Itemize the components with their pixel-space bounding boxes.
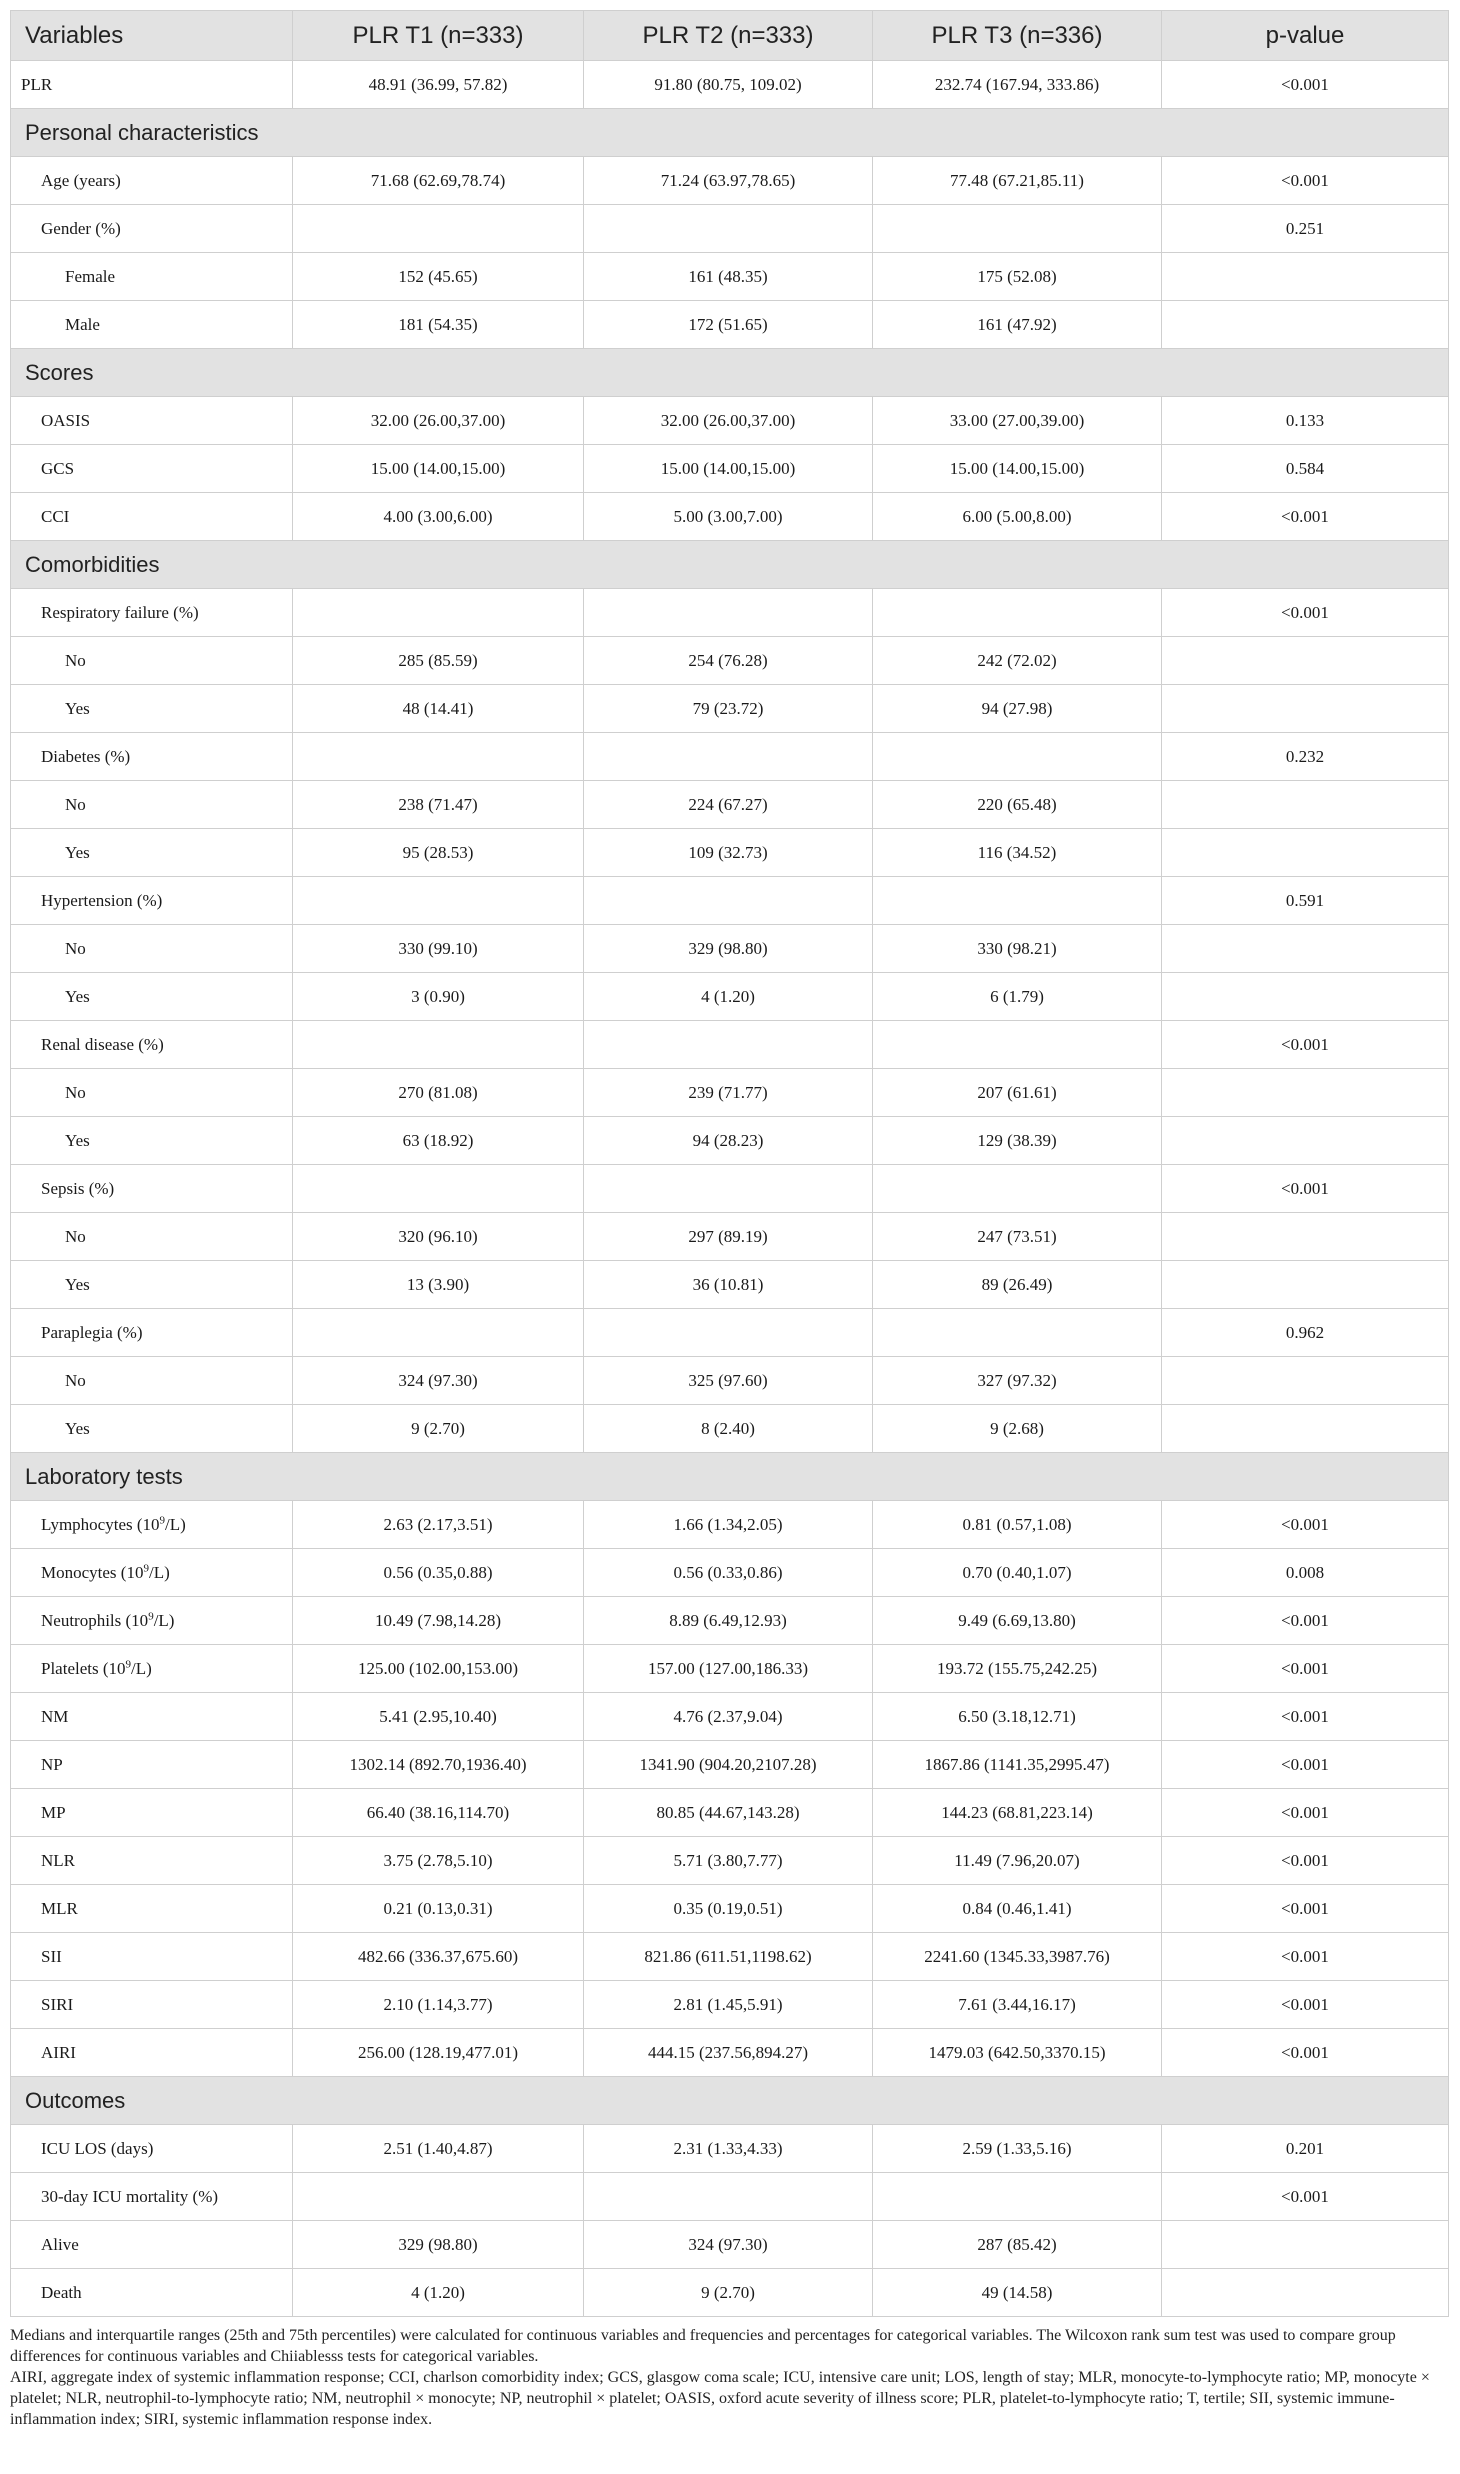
t2-value bbox=[584, 2173, 873, 2221]
table-row bbox=[11, 1021, 1449, 1069]
header-variables: Variables bbox=[11, 11, 293, 61]
variable-label: ICU LOS (days) bbox=[11, 2125, 293, 2173]
table-row bbox=[11, 1693, 1449, 1741]
t3-value: 15.00 (14.00,15.00) bbox=[873, 445, 1162, 493]
p-value: <0.001 bbox=[1162, 1981, 1449, 2029]
variable-label: Alive bbox=[11, 2221, 293, 2269]
variable-label: Paraplegia (%) bbox=[11, 1309, 293, 1357]
table-footnotes bbox=[10, 2325, 1448, 2430]
t2-value: 329 (98.80) bbox=[584, 925, 873, 973]
variable-label: Yes bbox=[11, 829, 293, 877]
table-body bbox=[11, 61, 1449, 2317]
p-value: <0.001 bbox=[1162, 157, 1449, 205]
t2-value bbox=[584, 733, 873, 781]
t3-value: 0.70 (0.40,1.07) bbox=[873, 1549, 1162, 1597]
t3-value: 193.72 (155.75,242.25) bbox=[873, 1645, 1162, 1693]
table-row bbox=[11, 1501, 1449, 1549]
variable-label-text: Platelets (10 bbox=[41, 1658, 126, 1678]
t2-value: 324 (97.30) bbox=[584, 2221, 873, 2269]
t2-value: 1.66 (1.34,2.05) bbox=[584, 1501, 873, 1549]
table-row bbox=[11, 1549, 1449, 1597]
section-title: Scores bbox=[11, 349, 1449, 397]
t1-value: 125.00 (102.00,153.00) bbox=[293, 1645, 584, 1693]
variable-label-superscript: 9 bbox=[148, 1609, 154, 1622]
variable-label-text: Neutrophils (10 bbox=[41, 1610, 149, 1630]
variable-label-unit: /L) bbox=[153, 1610, 175, 1630]
t2-value: 5.71 (3.80,7.77) bbox=[584, 1837, 873, 1885]
p-value: <0.001 bbox=[1162, 1693, 1449, 1741]
variable-label: Yes bbox=[11, 973, 293, 1021]
t1-value: 71.68 (62.69,78.74) bbox=[293, 157, 584, 205]
t1-value: 4 (1.20) bbox=[293, 2269, 584, 2317]
t1-value: 152 (45.65) bbox=[293, 253, 584, 301]
p-value: <0.001 bbox=[1162, 1933, 1449, 1981]
section-row bbox=[11, 541, 1449, 589]
variable-label-unit: /L) bbox=[165, 1514, 186, 1534]
table-row bbox=[11, 1981, 1449, 2029]
variable-label: NP bbox=[11, 1741, 293, 1789]
p-value: <0.001 bbox=[1162, 1021, 1449, 1069]
t3-value: 220 (65.48) bbox=[873, 781, 1162, 829]
t2-value: 109 (32.73) bbox=[584, 829, 873, 877]
t1-value: 2.63 (2.17,3.51) bbox=[293, 1501, 584, 1549]
table-row bbox=[11, 637, 1449, 685]
t3-value: 247 (73.51) bbox=[873, 1213, 1162, 1261]
t3-value: 89 (26.49) bbox=[873, 1261, 1162, 1309]
t2-value: 32.00 (26.00,37.00) bbox=[584, 397, 873, 445]
table-row bbox=[11, 877, 1449, 925]
table-header bbox=[11, 11, 1449, 61]
p-value: 0.008 bbox=[1162, 1549, 1449, 1597]
t2-value: 161 (48.35) bbox=[584, 253, 873, 301]
table-row bbox=[11, 1261, 1449, 1309]
p-value: <0.001 bbox=[1162, 1741, 1449, 1789]
t1-value: 330 (99.10) bbox=[293, 925, 584, 973]
t1-value: 32.00 (26.00,37.00) bbox=[293, 397, 584, 445]
variable-label-superscript: 9 bbox=[159, 1513, 166, 1526]
t1-value: 10.49 (7.98,14.28) bbox=[293, 1597, 584, 1645]
p-value: <0.001 bbox=[1162, 61, 1449, 109]
t1-value bbox=[293, 1309, 584, 1357]
variable-label-unit: /L) bbox=[148, 1562, 170, 1582]
table-row bbox=[11, 1933, 1449, 1981]
t2-value: 2.81 (1.45,5.91) bbox=[584, 1981, 873, 2029]
section-row bbox=[11, 2077, 1449, 2125]
p-value: <0.001 bbox=[1162, 589, 1449, 637]
variable-label: Sepsis (%) bbox=[11, 1165, 293, 1213]
variable-label bbox=[11, 1501, 293, 1549]
p-value: <0.001 bbox=[1162, 1789, 1449, 1837]
p-value: <0.001 bbox=[1162, 1645, 1449, 1693]
section-title: Outcomes bbox=[11, 2077, 1449, 2125]
t2-value: 297 (89.19) bbox=[584, 1213, 873, 1261]
t1-value: 181 (54.35) bbox=[293, 301, 584, 349]
variable-label: Age (years) bbox=[11, 157, 293, 205]
section-title: Comorbidities bbox=[11, 541, 1449, 589]
t1-value: 285 (85.59) bbox=[293, 637, 584, 685]
p-value bbox=[1162, 1069, 1449, 1117]
variable-label: AIRI bbox=[11, 2029, 293, 2077]
t3-value: 2.59 (1.33,5.16) bbox=[873, 2125, 1162, 2173]
t3-value bbox=[873, 205, 1162, 253]
t2-value bbox=[584, 1021, 873, 1069]
t3-value: 327 (97.32) bbox=[873, 1357, 1162, 1405]
t2-value: 15.00 (14.00,15.00) bbox=[584, 445, 873, 493]
t1-value: 2.51 (1.40,4.87) bbox=[293, 2125, 584, 2173]
variable-label: Yes bbox=[11, 1261, 293, 1309]
t3-value: 6.00 (5.00,8.00) bbox=[873, 493, 1162, 541]
p-value bbox=[1162, 1261, 1449, 1309]
table-row bbox=[11, 397, 1449, 445]
p-value: <0.001 bbox=[1162, 1501, 1449, 1549]
header-p-value: p-value bbox=[1162, 11, 1449, 61]
variable-label: No bbox=[11, 1069, 293, 1117]
table-row bbox=[11, 2173, 1449, 2221]
p-value bbox=[1162, 301, 1449, 349]
t3-value: 1867.86 (1141.35,2995.47) bbox=[873, 1741, 1162, 1789]
variable-label: Yes bbox=[11, 685, 293, 733]
table-row bbox=[11, 1741, 1449, 1789]
t3-value bbox=[873, 877, 1162, 925]
table-row bbox=[11, 445, 1449, 493]
t1-value bbox=[293, 1165, 584, 1213]
table-row bbox=[11, 1885, 1449, 1933]
p-value: <0.001 bbox=[1162, 2173, 1449, 2221]
table-row bbox=[11, 1309, 1449, 1357]
header-plr-t2: PLR T2 (n=333) bbox=[584, 11, 873, 61]
t1-value: 2.10 (1.14,3.77) bbox=[293, 1981, 584, 2029]
section-title: Personal characteristics bbox=[11, 109, 1449, 157]
t3-value: 287 (85.42) bbox=[873, 2221, 1162, 2269]
table-row bbox=[11, 61, 1449, 109]
variable-label: NM bbox=[11, 1693, 293, 1741]
variable-label: Respiratory failure (%) bbox=[11, 589, 293, 637]
t1-value bbox=[293, 205, 584, 253]
t3-value bbox=[873, 2173, 1162, 2221]
t1-value: 329 (98.80) bbox=[293, 2221, 584, 2269]
table-row bbox=[11, 1405, 1449, 1453]
t3-value: 207 (61.61) bbox=[873, 1069, 1162, 1117]
t3-value: 11.49 (7.96,20.07) bbox=[873, 1837, 1162, 1885]
p-value bbox=[1162, 829, 1449, 877]
variable-label: No bbox=[11, 925, 293, 973]
t3-value: 175 (52.08) bbox=[873, 253, 1162, 301]
table-row bbox=[11, 1789, 1449, 1837]
t3-value: 9.49 (6.69,13.80) bbox=[873, 1597, 1162, 1645]
p-value: 0.591 bbox=[1162, 877, 1449, 925]
t1-value: 320 (96.10) bbox=[293, 1213, 584, 1261]
p-value bbox=[1162, 1117, 1449, 1165]
t2-value: 325 (97.60) bbox=[584, 1357, 873, 1405]
t2-value: 94 (28.23) bbox=[584, 1117, 873, 1165]
t1-value: 3.75 (2.78,5.10) bbox=[293, 1837, 584, 1885]
table-row bbox=[11, 1597, 1449, 1645]
table-row bbox=[11, 301, 1449, 349]
p-value bbox=[1162, 2221, 1449, 2269]
header-plr-t3: PLR T3 (n=336) bbox=[873, 11, 1162, 61]
t2-value: 254 (76.28) bbox=[584, 637, 873, 685]
table-row bbox=[11, 2125, 1449, 2173]
variable-label: OASIS bbox=[11, 397, 293, 445]
t1-value bbox=[293, 877, 584, 925]
t3-value: 161 (47.92) bbox=[873, 301, 1162, 349]
p-value: 0.962 bbox=[1162, 1309, 1449, 1357]
t3-value: 6.50 (3.18,12.71) bbox=[873, 1693, 1162, 1741]
variable-label: GCS bbox=[11, 445, 293, 493]
t1-value: 9 (2.70) bbox=[293, 1405, 584, 1453]
variable-label: 30-day ICU mortality (%) bbox=[11, 2173, 293, 2221]
table-container bbox=[10, 10, 1450, 2430]
p-value: <0.001 bbox=[1162, 2029, 1449, 2077]
t1-value: 95 (28.53) bbox=[293, 829, 584, 877]
variable-label: NLR bbox=[11, 1837, 293, 1885]
t2-value bbox=[584, 877, 873, 925]
p-value bbox=[1162, 253, 1449, 301]
variable-label: PLR bbox=[11, 61, 293, 109]
t3-value: 232.74 (167.94, 333.86) bbox=[873, 61, 1162, 109]
p-value: <0.001 bbox=[1162, 1165, 1449, 1213]
t2-value: 71.24 (63.97,78.65) bbox=[584, 157, 873, 205]
p-value: 0.133 bbox=[1162, 397, 1449, 445]
baseline-characteristics-table bbox=[10, 10, 1449, 2317]
t2-value bbox=[584, 1165, 873, 1213]
variable-label: Yes bbox=[11, 1405, 293, 1453]
t3-value bbox=[873, 1309, 1162, 1357]
t2-value: 79 (23.72) bbox=[584, 685, 873, 733]
t2-value: 172 (51.65) bbox=[584, 301, 873, 349]
t2-value bbox=[584, 589, 873, 637]
t2-value: 36 (10.81) bbox=[584, 1261, 873, 1309]
t1-value bbox=[293, 2173, 584, 2221]
variable-label: SII bbox=[11, 1933, 293, 1981]
variable-label: Death bbox=[11, 2269, 293, 2317]
t3-value: 2241.60 (1345.33,3987.76) bbox=[873, 1933, 1162, 1981]
t1-value: 238 (71.47) bbox=[293, 781, 584, 829]
table-row bbox=[11, 157, 1449, 205]
table-row bbox=[11, 973, 1449, 1021]
t1-value: 0.21 (0.13,0.31) bbox=[293, 1885, 584, 1933]
t1-value: 270 (81.08) bbox=[293, 1069, 584, 1117]
t1-value: 48 (14.41) bbox=[293, 685, 584, 733]
variable-label: Gender (%) bbox=[11, 205, 293, 253]
section-title: Laboratory tests bbox=[11, 1453, 1449, 1501]
t3-value: 49 (14.58) bbox=[873, 2269, 1162, 2317]
variable-label: Male bbox=[11, 301, 293, 349]
table-row bbox=[11, 589, 1449, 637]
t2-value: 0.56 (0.33,0.86) bbox=[584, 1549, 873, 1597]
t1-value: 66.40 (38.16,114.70) bbox=[293, 1789, 584, 1837]
variable-label: MLR bbox=[11, 1885, 293, 1933]
variable-label: CCI bbox=[11, 493, 293, 541]
table-row bbox=[11, 2221, 1449, 2269]
table-row bbox=[11, 2269, 1449, 2317]
t3-value: 0.84 (0.46,1.41) bbox=[873, 1885, 1162, 1933]
variable-label-superscript: 9 bbox=[143, 1561, 149, 1574]
p-value bbox=[1162, 1213, 1449, 1261]
table-row bbox=[11, 1165, 1449, 1213]
t3-value: 144.23 (68.81,223.14) bbox=[873, 1789, 1162, 1837]
header-plr-t1: PLR T1 (n=333) bbox=[293, 11, 584, 61]
section-row bbox=[11, 1453, 1449, 1501]
t3-value: 6 (1.79) bbox=[873, 973, 1162, 1021]
variable-label-text: Monocytes (10 bbox=[41, 1562, 144, 1582]
t1-value: 63 (18.92) bbox=[293, 1117, 584, 1165]
footnote-methods: Medians and interquartile ranges (25th and 75th percentiles) were calculated for continuous variables and frequencies and percentages for categorical variables. The Wilcoxon rank sum test was used to compare group differences for continuous variables and Chiiablesss tests for categorical variables. bbox=[10, 2327, 1396, 2365]
t2-value: 9 (2.70) bbox=[584, 2269, 873, 2317]
t2-value: 8.89 (6.49,12.93) bbox=[584, 1597, 873, 1645]
table-row bbox=[11, 1357, 1449, 1405]
p-value bbox=[1162, 637, 1449, 685]
t1-value: 13 (3.90) bbox=[293, 1261, 584, 1309]
t1-value: 48.91 (36.99, 57.82) bbox=[293, 61, 584, 109]
section-row bbox=[11, 349, 1449, 397]
t1-value: 324 (97.30) bbox=[293, 1357, 584, 1405]
variable-label: Hypertension (%) bbox=[11, 877, 293, 925]
p-value bbox=[1162, 2269, 1449, 2317]
t3-value bbox=[873, 589, 1162, 637]
t1-value: 5.41 (2.95,10.40) bbox=[293, 1693, 584, 1741]
t2-value: 239 (71.77) bbox=[584, 1069, 873, 1117]
t3-value bbox=[873, 1021, 1162, 1069]
t2-value: 2.31 (1.33,4.33) bbox=[584, 2125, 873, 2173]
t3-value: 77.48 (67.21,85.11) bbox=[873, 157, 1162, 205]
p-value bbox=[1162, 1357, 1449, 1405]
variable-label: MP bbox=[11, 1789, 293, 1837]
header-row bbox=[11, 11, 1449, 61]
p-value: 0.584 bbox=[1162, 445, 1449, 493]
t2-value: 8 (2.40) bbox=[584, 1405, 873, 1453]
t3-value: 94 (27.98) bbox=[873, 685, 1162, 733]
variable-label: Diabetes (%) bbox=[11, 733, 293, 781]
t3-value: 33.00 (27.00,39.00) bbox=[873, 397, 1162, 445]
p-value: 0.251 bbox=[1162, 205, 1449, 253]
variable-label: SIRI bbox=[11, 1981, 293, 2029]
t1-value: 15.00 (14.00,15.00) bbox=[293, 445, 584, 493]
t1-value bbox=[293, 733, 584, 781]
variable-label: Female bbox=[11, 253, 293, 301]
t1-value: 482.66 (336.37,675.60) bbox=[293, 1933, 584, 1981]
p-value: <0.001 bbox=[1162, 1885, 1449, 1933]
t2-value: 157.00 (127.00,186.33) bbox=[584, 1645, 873, 1693]
variable-label bbox=[11, 1645, 293, 1693]
variable-label: Renal disease (%) bbox=[11, 1021, 293, 1069]
variable-label-text: Lymphocytes (10 bbox=[41, 1514, 160, 1534]
table-row bbox=[11, 925, 1449, 973]
t2-value: 444.15 (237.56,894.27) bbox=[584, 2029, 873, 2077]
p-value: 0.201 bbox=[1162, 2125, 1449, 2173]
table-row bbox=[11, 685, 1449, 733]
t1-value: 4.00 (3.00,6.00) bbox=[293, 493, 584, 541]
t3-value: 7.61 (3.44,16.17) bbox=[873, 1981, 1162, 2029]
t2-value: 5.00 (3.00,7.00) bbox=[584, 493, 873, 541]
t3-value: 1479.03 (642.50,3370.15) bbox=[873, 2029, 1162, 2077]
p-value: <0.001 bbox=[1162, 1597, 1449, 1645]
t2-value: 0.35 (0.19,0.51) bbox=[584, 1885, 873, 1933]
t2-value: 821.86 (611.51,1198.62) bbox=[584, 1933, 873, 1981]
table-row bbox=[11, 1117, 1449, 1165]
section-row bbox=[11, 109, 1449, 157]
p-value bbox=[1162, 1405, 1449, 1453]
t2-value: 1341.90 (904.20,2107.28) bbox=[584, 1741, 873, 1789]
t3-value bbox=[873, 1165, 1162, 1213]
table-row bbox=[11, 781, 1449, 829]
t2-value bbox=[584, 205, 873, 253]
variable-label: Yes bbox=[11, 1117, 293, 1165]
t3-value: 129 (38.39) bbox=[873, 1117, 1162, 1165]
t1-value bbox=[293, 589, 584, 637]
t1-value: 1302.14 (892.70,1936.40) bbox=[293, 1741, 584, 1789]
variable-label-superscript: 9 bbox=[125, 1657, 132, 1670]
table-row bbox=[11, 1837, 1449, 1885]
t2-value: 4 (1.20) bbox=[584, 973, 873, 1021]
footnote-abbreviations: AIRI, aggregate index of systemic inflammation response; CCI, charlson comorbidity index; GCS, glasgow coma scale; ICU, intensive care unit; LOS, length of stay; MLR, monocyte-to-lymphocyte ratio; MP, monocyte × platelet; NLR, neutrophil-to-lymphocyte ratio; NM, neutrophil × monocyte; NP, neutrophil × platelet; OASIS, oxford acute severity of illness score; PLR, platelet-to-lymphocyte ratio; T, tertile; SII, systemic immune-inflammation index; SIRI, systemic inflammation response index. bbox=[10, 2369, 1430, 2428]
p-value bbox=[1162, 685, 1449, 733]
t3-value: 330 (98.21) bbox=[873, 925, 1162, 973]
table-row bbox=[11, 2029, 1449, 2077]
table-row bbox=[11, 733, 1449, 781]
t3-value: 9 (2.68) bbox=[873, 1405, 1162, 1453]
p-value: 0.232 bbox=[1162, 733, 1449, 781]
p-value bbox=[1162, 973, 1449, 1021]
table-row bbox=[11, 1069, 1449, 1117]
table-row bbox=[11, 253, 1449, 301]
variable-label bbox=[11, 1597, 293, 1645]
variable-label: No bbox=[11, 1357, 293, 1405]
t2-value: 4.76 (2.37,9.04) bbox=[584, 1693, 873, 1741]
table-row bbox=[11, 493, 1449, 541]
t1-value bbox=[293, 1021, 584, 1069]
t1-value: 256.00 (128.19,477.01) bbox=[293, 2029, 584, 2077]
variable-label: No bbox=[11, 781, 293, 829]
p-value: <0.001 bbox=[1162, 493, 1449, 541]
t1-value: 0.56 (0.35,0.88) bbox=[293, 1549, 584, 1597]
p-value: <0.001 bbox=[1162, 1837, 1449, 1885]
variable-label-unit: /L) bbox=[131, 1658, 152, 1678]
t3-value: 0.81 (0.57,1.08) bbox=[873, 1501, 1162, 1549]
t3-value: 242 (72.02) bbox=[873, 637, 1162, 685]
t3-value: 116 (34.52) bbox=[873, 829, 1162, 877]
t2-value: 224 (67.27) bbox=[584, 781, 873, 829]
t2-value: 80.85 (44.67,143.28) bbox=[584, 1789, 873, 1837]
table-row bbox=[11, 1213, 1449, 1261]
variable-label bbox=[11, 1549, 293, 1597]
t2-value bbox=[584, 1309, 873, 1357]
p-value bbox=[1162, 925, 1449, 973]
table-row bbox=[11, 1645, 1449, 1693]
table-row bbox=[11, 829, 1449, 877]
t1-value: 3 (0.90) bbox=[293, 973, 584, 1021]
p-value bbox=[1162, 781, 1449, 829]
t2-value: 91.80 (80.75, 109.02) bbox=[584, 61, 873, 109]
table-row bbox=[11, 205, 1449, 253]
variable-label: No bbox=[11, 637, 293, 685]
t3-value bbox=[873, 733, 1162, 781]
variable-label: No bbox=[11, 1213, 293, 1261]
